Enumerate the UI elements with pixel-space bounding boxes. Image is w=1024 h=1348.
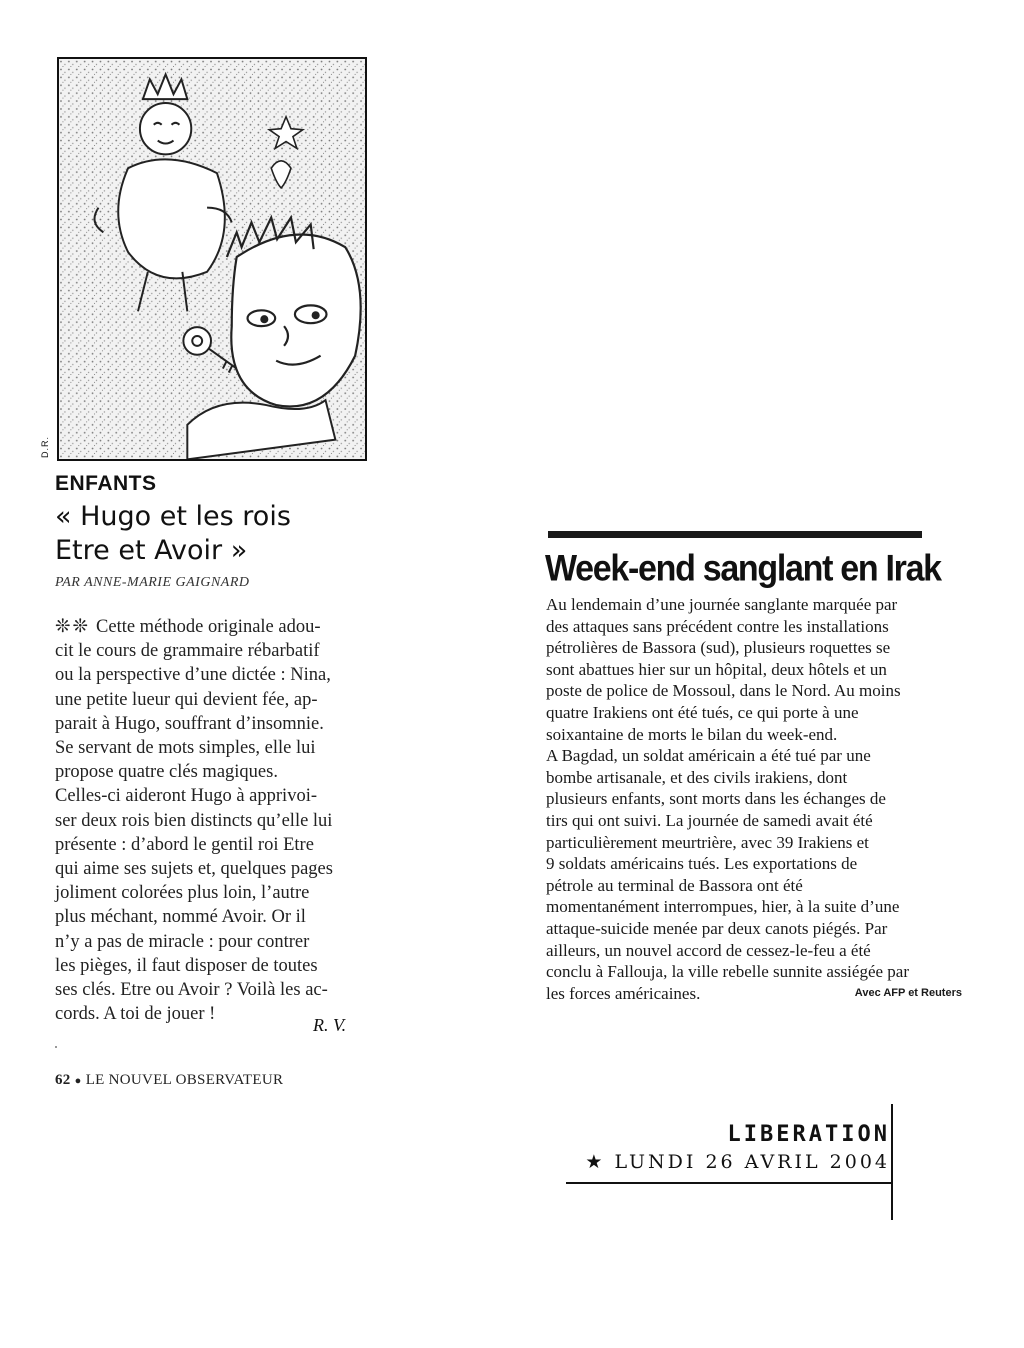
review-line: ou la perspective d’une dictée : Nina, xyxy=(55,665,331,686)
book-title xyxy=(55,500,375,568)
newspaper-masthead xyxy=(566,1122,890,1173)
article-line: quatre Irakiens ont été tués, ce qui porte à une xyxy=(546,702,859,722)
publication-name: LE NOUVEL OBSERVATEUR xyxy=(85,1072,284,1088)
article-line: particulièrement meurtrière, avec 39 Irakiens et xyxy=(546,832,869,852)
review-line: les pièges, il faut disposer de toutes xyxy=(55,955,318,976)
page-number: 62 xyxy=(55,1072,71,1088)
review-signature: R. V. xyxy=(313,1015,347,1035)
article-line-text: les forces américaines. xyxy=(546,983,701,1003)
review-line: ❊❊ Cette méthode originale adou- xyxy=(55,617,321,637)
book-cover-illustration xyxy=(57,57,367,461)
masthead-vertical-rule xyxy=(891,1104,893,1220)
article-line: Au lendemain d’une journée sanglante marquée par xyxy=(546,595,898,614)
article-line: 9 soldats américains tués. Les exportations de xyxy=(546,854,858,874)
article-line: bombe artisanale, et des civils irakiens, dont xyxy=(546,767,848,787)
review-line: cords. A toi de jouer ! xyxy=(55,1004,216,1025)
article-credits: Avec AFP et Reuters xyxy=(854,986,962,999)
review-line: n’y a pas de miracle : pour contrer xyxy=(55,931,310,952)
review-line: qui aime ses sujets et, quelques pages xyxy=(55,859,333,880)
article-line: pétrole au terminal de Bassora ont été xyxy=(546,875,803,895)
newspaper-name: LIBERATION xyxy=(727,1122,890,1147)
article-line: tirs qui ont suivi. La journée de samedi avait été xyxy=(546,810,873,830)
page-footer xyxy=(55,1072,283,1089)
article-line: pétrolières de Bassora (sud), plusieurs roquettes se xyxy=(546,638,891,658)
article-line: sont abattues hier sur un hôpital, deux hôtels et un xyxy=(546,659,887,679)
divider xyxy=(55,1046,57,1048)
section-label: ENFANTS xyxy=(55,472,157,495)
article-line: des attaques sans précédent contre les installations xyxy=(546,616,889,636)
article-top-rule xyxy=(548,531,922,538)
article-line: ailleurs, un nouvel accord de cessez-le-feu a été xyxy=(546,940,871,960)
issue-date: ★ LUNDI 26 AVRIL 2004 xyxy=(585,1151,890,1173)
review-line: présente : d’abord le gentil roi Etre xyxy=(55,834,314,855)
review-line: une petite lueur qui devient fée, ap- xyxy=(55,689,318,710)
article-line: attaque-suicide menée par deux canots piégés. Par xyxy=(546,918,888,938)
bullet-icon: ● xyxy=(74,1075,82,1087)
article-line: plusieurs enfants, sont morts dans les échanges de xyxy=(546,789,886,809)
review-line: parait à Hugo, souffrant d’insomnie. xyxy=(55,713,324,734)
masthead-underline xyxy=(566,1182,891,1184)
illustration-drawing xyxy=(59,59,365,459)
review-line: joliment colorées plus loin, l’autre xyxy=(55,883,310,904)
rating-stars: ❊❊ xyxy=(55,617,91,637)
article-body xyxy=(546,594,962,1004)
photo-credit: D.R. xyxy=(40,436,50,458)
review-text xyxy=(55,615,361,1026)
author-byline: PAR ANNE-MARIE GAIGNARD xyxy=(55,575,250,590)
article-line: A Bagdad, un soldat américain a été tué par une xyxy=(546,746,871,766)
review-line: cit le cours de grammaire rébarbatif xyxy=(55,641,320,662)
article-line: conclu à Fallouja, la ville rebelle sunnite assiégée par xyxy=(546,962,910,982)
review-line: propose quatre clés magiques. xyxy=(55,762,278,783)
article-line: poste de police de Mossoul, dans le Nord. Au moins xyxy=(546,681,901,701)
book-title-line: « Hugo et les rois xyxy=(55,501,291,532)
article-line xyxy=(546,983,962,1005)
review-line: ser deux rois bien distincts qu’elle lui xyxy=(55,810,333,831)
article-headline: Week-end sanglant en Irak xyxy=(545,548,941,590)
review-line: ses clés. Etre ou Avoir ? Voilà les ac- xyxy=(55,980,328,1001)
book-title-line: Etre et Avoir » xyxy=(55,535,248,566)
review-line: Se servant de mots simples, elle lui xyxy=(55,738,316,759)
article-line: momentanément interrompues, hier, à la suite d’une xyxy=(546,897,900,917)
review-line: Celles-ci aideront Hugo à apprivoi- xyxy=(55,786,317,807)
article-line: soixantaine de morts le bilan du week-end. xyxy=(546,724,838,744)
review-line: plus méchant, nommé Avoir. Or il xyxy=(55,907,306,928)
